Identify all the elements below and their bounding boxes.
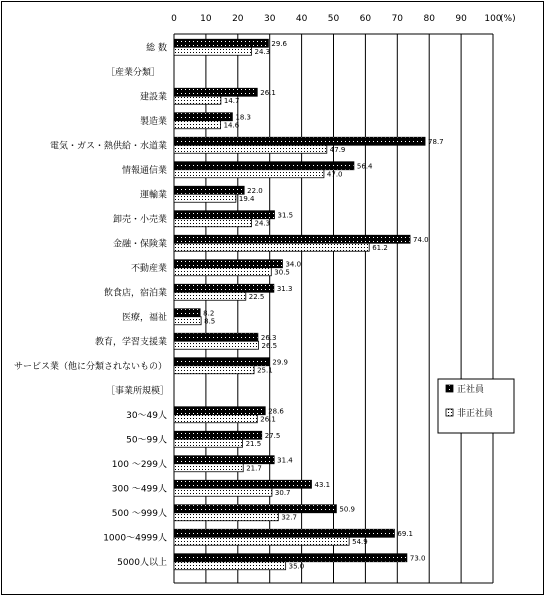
bar-regular xyxy=(174,431,262,439)
bar-regular xyxy=(174,333,258,341)
value-label-nonregular: 54.9 xyxy=(352,537,368,546)
category-labels xyxy=(14,41,169,568)
bar-nonregular xyxy=(174,488,272,496)
category-label: 100 ～299人 xyxy=(111,459,167,470)
value-label-nonregular: 8.5 xyxy=(204,317,216,326)
value-label-nonregular: 24.3 xyxy=(254,47,271,56)
category-label: 製造業 xyxy=(139,116,167,127)
bar-nonregular xyxy=(174,292,246,300)
category-label: 総 数 xyxy=(146,43,167,54)
category-label: 運輸業 xyxy=(139,190,167,201)
bar-regular xyxy=(174,88,257,96)
bar-regular xyxy=(174,309,200,317)
value-label-nonregular: 26.5 xyxy=(261,341,278,350)
legend xyxy=(438,379,514,433)
value-label-regular: 31.5 xyxy=(277,211,294,220)
value-label-nonregular: 14.7 xyxy=(223,96,240,105)
value-label-nonregular: 22.5 xyxy=(248,292,265,301)
bar-nonregular xyxy=(174,170,324,178)
bar-regular xyxy=(174,113,232,121)
value-label-regular: 18.3 xyxy=(235,113,251,122)
legend-label-nonregular: 非正社員 xyxy=(457,409,494,419)
bar-regular xyxy=(174,39,268,47)
value-label-nonregular: 47.9 xyxy=(329,145,346,154)
category-label: 電気・ガス・熱供給・水道業 xyxy=(49,141,167,152)
bar-regular xyxy=(174,529,394,537)
bar-regular xyxy=(174,260,282,268)
value-label-nonregular: 19.4 xyxy=(238,194,255,203)
bar-nonregular xyxy=(174,243,369,251)
bar-regular xyxy=(174,480,311,488)
value-label-regular: 29.6 xyxy=(271,39,288,48)
value-label-nonregular: 14.6 xyxy=(223,121,240,130)
value-label-regular: 26.3 xyxy=(260,333,277,342)
value-label-nonregular: 21.5 xyxy=(245,439,262,448)
bar-regular xyxy=(174,407,265,415)
value-label-regular: 22.0 xyxy=(247,186,263,195)
value-label-regular: 74.0 xyxy=(413,235,429,244)
value-label-regular: 8.2 xyxy=(203,309,215,318)
value-label-nonregular: 61.2 xyxy=(372,243,388,252)
category-label: 5000人以上 xyxy=(117,557,167,568)
bar-regular xyxy=(174,554,407,562)
x-tick-label: 90 xyxy=(455,14,467,24)
section-header: ［事業所規模］ xyxy=(106,386,170,397)
category-label: 30～49人 xyxy=(126,410,167,421)
x-tick-label: 10 xyxy=(200,14,212,24)
value-label-regular: 29.9 xyxy=(272,358,288,367)
x-tick-label: 100 xyxy=(484,14,502,24)
bar-nonregular xyxy=(174,464,243,472)
value-label-regular: 31.4 xyxy=(277,456,293,465)
bar-nonregular xyxy=(174,121,221,129)
category-label: 医療，福祉 xyxy=(121,312,167,323)
value-label-nonregular: 30.7 xyxy=(274,488,291,497)
bars xyxy=(174,39,444,570)
value-label-regular: 43.1 xyxy=(314,480,331,489)
x-tick-label: 30 xyxy=(263,14,276,24)
bar-nonregular xyxy=(174,341,259,349)
legend-swatch-regular xyxy=(446,385,453,392)
bar-regular xyxy=(174,211,274,219)
x-tick-label: 70 xyxy=(391,14,404,24)
section-header: ［産業分類］ xyxy=(106,67,161,78)
category-label: 金融・保険業 xyxy=(112,239,167,250)
value-label-regular: 27.5 xyxy=(264,431,281,440)
category-label: 1000～4999人 xyxy=(103,533,167,544)
bar-regular xyxy=(174,162,354,170)
bar-nonregular xyxy=(174,415,257,423)
bar-nonregular xyxy=(174,219,252,227)
bar-regular xyxy=(174,456,274,464)
category-label: 飲食店，宿泊業 xyxy=(103,288,167,299)
x-tick-label: 20 xyxy=(232,14,244,24)
bar-nonregular xyxy=(174,194,236,202)
bar-regular xyxy=(174,505,336,513)
legend-swatch-nonregular xyxy=(446,409,453,416)
category-label: 不動産業 xyxy=(130,263,167,274)
value-label-regular: 56.4 xyxy=(356,162,373,171)
category-label: 500 ～999人 xyxy=(111,508,167,519)
bar-regular xyxy=(174,358,269,366)
bar-regular xyxy=(174,235,410,243)
legend-label-regular: 正社員 xyxy=(457,385,485,395)
bar-nonregular xyxy=(174,268,271,276)
bar-nonregular xyxy=(174,366,254,374)
bar-regular xyxy=(174,284,274,292)
category-label: 50～99人 xyxy=(126,435,167,446)
x-tick-label: 0 xyxy=(171,14,177,24)
x-tick-label: 40 xyxy=(295,14,308,24)
x-axis-ticks xyxy=(171,14,515,24)
bar-nonregular xyxy=(174,513,278,521)
bar-nonregular xyxy=(174,562,286,570)
bar-nonregular xyxy=(174,317,201,325)
category-label: 建設業 xyxy=(139,92,167,103)
value-label-nonregular: 25.1 xyxy=(257,366,273,375)
value-label-regular: 50.9 xyxy=(339,505,355,514)
value-label-regular: 78.7 xyxy=(428,137,444,146)
value-label-regular: 28.6 xyxy=(268,407,284,416)
x-tick-label: 50 xyxy=(327,14,340,24)
category-label: 情報通信業 xyxy=(121,165,167,176)
bar-nonregular xyxy=(174,439,243,447)
value-label-nonregular: 35.0 xyxy=(288,562,305,571)
value-label-nonregular: 24.3 xyxy=(254,219,271,228)
value-label-nonregular: 21.7 xyxy=(246,464,262,473)
bar-nonregular xyxy=(174,96,221,104)
bar-regular xyxy=(174,137,425,145)
value-label-nonregular: 26.1 xyxy=(260,415,276,424)
value-label-regular: 34.0 xyxy=(285,260,302,269)
value-label-regular: 26.1 xyxy=(260,88,276,97)
value-label-regular: 69.1 xyxy=(397,529,414,538)
bar-nonregular xyxy=(174,537,349,545)
category-label: 300 ～499人 xyxy=(111,484,167,495)
x-tick-label: 80 xyxy=(423,14,435,24)
value-label-nonregular: 47.0 xyxy=(326,170,343,179)
value-label-regular: 31.3 xyxy=(276,284,293,293)
bar-nonregular xyxy=(174,145,327,153)
x-tick-label: 60 xyxy=(359,14,372,24)
unit-label: (%) xyxy=(500,14,516,24)
category-label: 教育，学習支援業 xyxy=(94,337,167,348)
bar-regular xyxy=(174,186,244,194)
bar-nonregular xyxy=(174,47,252,55)
value-label-regular: 73.0 xyxy=(409,554,426,563)
value-label-nonregular: 32.7 xyxy=(281,513,297,522)
category-label: 卸売・小売業 xyxy=(112,214,167,225)
category-label: サービス業（他に分類されないもの） xyxy=(13,361,167,372)
value-label-nonregular: 30.5 xyxy=(274,268,290,277)
